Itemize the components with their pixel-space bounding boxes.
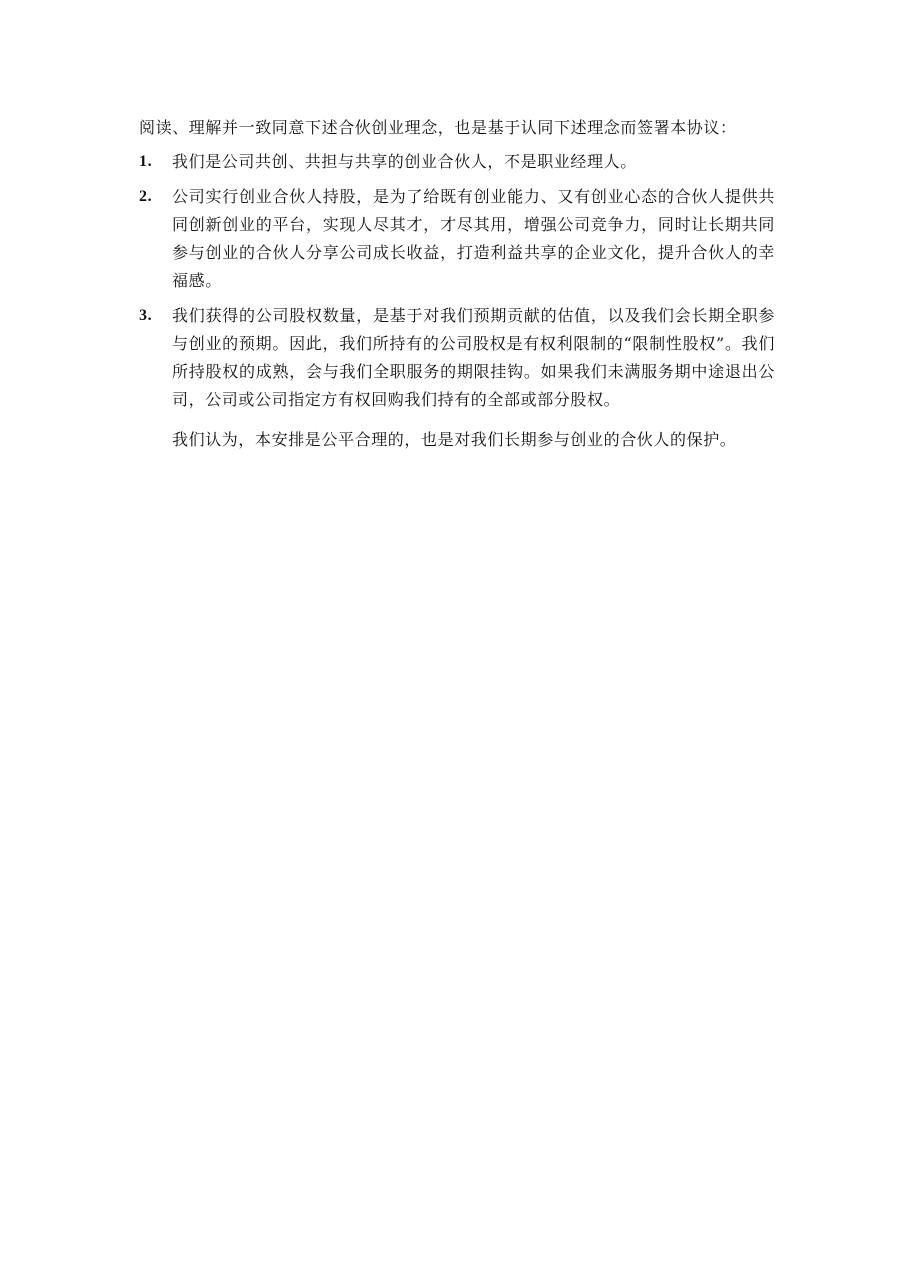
list-item-text: 我们获得的公司股权数量，是基于对我们预期贡献的估值，以及我们会长期全职参与创业的预期。因此，我们所持有的公司股权是有权利限制的“限制性股权”。我们所持股权的成熟，会与我们全职服务的期限挂钩。如果我们未满服务期中途退出公司，公司或公司指定方有权回购我们持有的全部或部分股权。 xyxy=(172,306,775,409)
document-body xyxy=(139,114,775,454)
list-item-number: 1. xyxy=(139,153,153,170)
list-item-text: 我们是公司共创、共担与共享的创业合伙人，不是职业经理人。 xyxy=(172,152,637,171)
list-item xyxy=(139,183,775,295)
closing-paragraph: 我们认为，本安排是公平合理的，也是对我们长期参与创业的合伙人的保护。 xyxy=(172,430,737,449)
list-item xyxy=(139,302,775,414)
list-item xyxy=(139,148,775,176)
list-item-number: 2. xyxy=(139,188,153,205)
list-item-number: 3. xyxy=(139,307,153,324)
list-item-text: 公司实行创业合伙人持股，是为了给既有创业能力、又有创业心态的合伙人提供共同创新创业的平台，实现人尽其才，才尽其用，增强公司竞争力，同时让长期共同参与创业的合伙人分享公司成长收益，打造利益共享的企业文化，提升合伙人的幸福感。 xyxy=(172,187,775,290)
intro-paragraph: 阅读、理解并一致同意下述合伙创业理念，也是基于认同下述理念而签署本协议： xyxy=(139,118,737,137)
principles-list xyxy=(139,148,775,414)
